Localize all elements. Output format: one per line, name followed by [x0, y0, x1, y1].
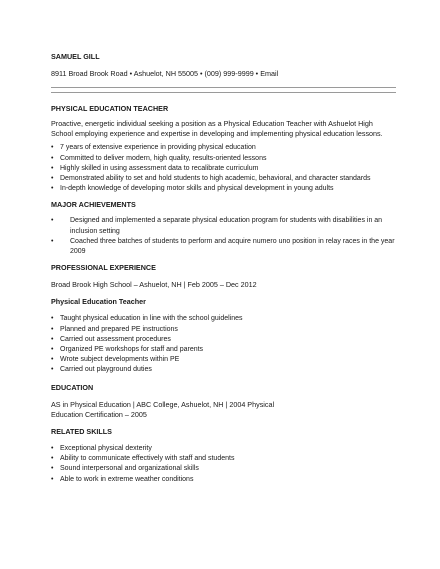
list-item: • Exceptional physical dexterity: [51, 444, 396, 454]
bullet-icon: •: [51, 366, 54, 374]
list-item: • Designed and implemented a separate physical education program for students with disabilities in an inclusion setting: [51, 217, 383, 235]
job-title: Physical Education Teacher: [51, 297, 146, 307]
list-item: • Committed to deliver modern, high quality, results-oriented lessons: [51, 154, 396, 164]
education-line-2: Education Certification – 2005: [51, 409, 147, 419]
education-heading: EDUCATION: [51, 382, 94, 392]
list-item: • Highly skilled in using assessment data to recalibrate curriculum: [51, 164, 396, 174]
contact-line: 8911 Broad Brook Road • Ashuelot, NH 55005 • (009) 999-9999 • Email: [51, 69, 279, 78]
list-item: • Ability to communicate effectively with staff and students: [51, 454, 396, 464]
bullet-icon: •: [51, 356, 54, 364]
bullet-icon: •: [51, 455, 54, 463]
bullet-icon: •: [51, 237, 54, 245]
list-item: • Taught physical education in line with the school guidelines: [51, 314, 396, 324]
bullet-icon: •: [51, 346, 54, 354]
skills-list: [51, 444, 396, 485]
objective-heading: PHYSICAL EDUCATION TEACHER: [51, 104, 169, 113]
list-item: • Sound interpersonal and organizational skills: [51, 464, 396, 474]
education-line-1: AS in Physical Education | ABC College, Ashuelot, NH | 2004 Physical: [51, 399, 275, 409]
bullet-icon: •: [51, 185, 54, 193]
bullet-icon: •: [51, 335, 54, 343]
achievements-list: [51, 216, 396, 257]
list-item: • 7 years of extensive experience in providing physical education: [51, 143, 396, 153]
list-item: • Demonstrated ability to set and hold students to high academic, behavioral, and character standards: [51, 174, 396, 184]
list-item: • Planned and prepared PE instructions: [51, 325, 396, 335]
experience-list: [51, 314, 396, 375]
candidate-name: SAMUEL GILL: [51, 52, 100, 61]
bullet-icon: •: [51, 144, 54, 152]
bullet-icon: •: [51, 164, 54, 172]
bullet-icon: •: [51, 175, 54, 183]
list-item: • In-depth knowledge of developing motor skills and physical development in young adults: [51, 184, 396, 194]
bullet-icon: •: [51, 217, 54, 225]
list-item: • Carried out assessment procedures: [51, 335, 396, 345]
list-item: • Coached three batches of students to perform and acquire numero uno position in relay races in the year 2009: [51, 237, 395, 256]
bullet-icon: •: [51, 445, 54, 453]
list-item: • Organized PE workshops for staff and parents: [51, 345, 396, 355]
bullet-icon: •: [51, 465, 54, 473]
achievements-heading: MAJOR ACHIEVEMENTS: [51, 200, 136, 210]
list-item: • Carried out playground duties: [51, 365, 396, 375]
bullet-icon: •: [51, 475, 54, 483]
divider-top: [51, 87, 396, 88]
bullet-icon: •: [51, 315, 54, 323]
objective-list: [51, 143, 396, 194]
list-item: • Wrote subject developments within PE: [51, 355, 396, 365]
bullet-icon: •: [51, 154, 54, 162]
list-item: • Able to work in extreme weather conditions: [51, 475, 396, 485]
objective-summary: Proactive, energetic individual seeking a position as a Physical Education Teacher with Ashuelot High School employing experience and expertise in developing and implementing physical education lessons.: [51, 119, 383, 139]
bullet-icon: •: [51, 325, 54, 333]
experience-heading: PROFESSIONAL EXPERIENCE: [51, 263, 156, 273]
divider-bottom: [51, 92, 396, 93]
skills-heading: RELATED SKILLS: [51, 427, 112, 437]
employer-line: Broad Brook High School – Ashuelot, NH | Feb 2005 – Dec 2012: [51, 280, 257, 290]
